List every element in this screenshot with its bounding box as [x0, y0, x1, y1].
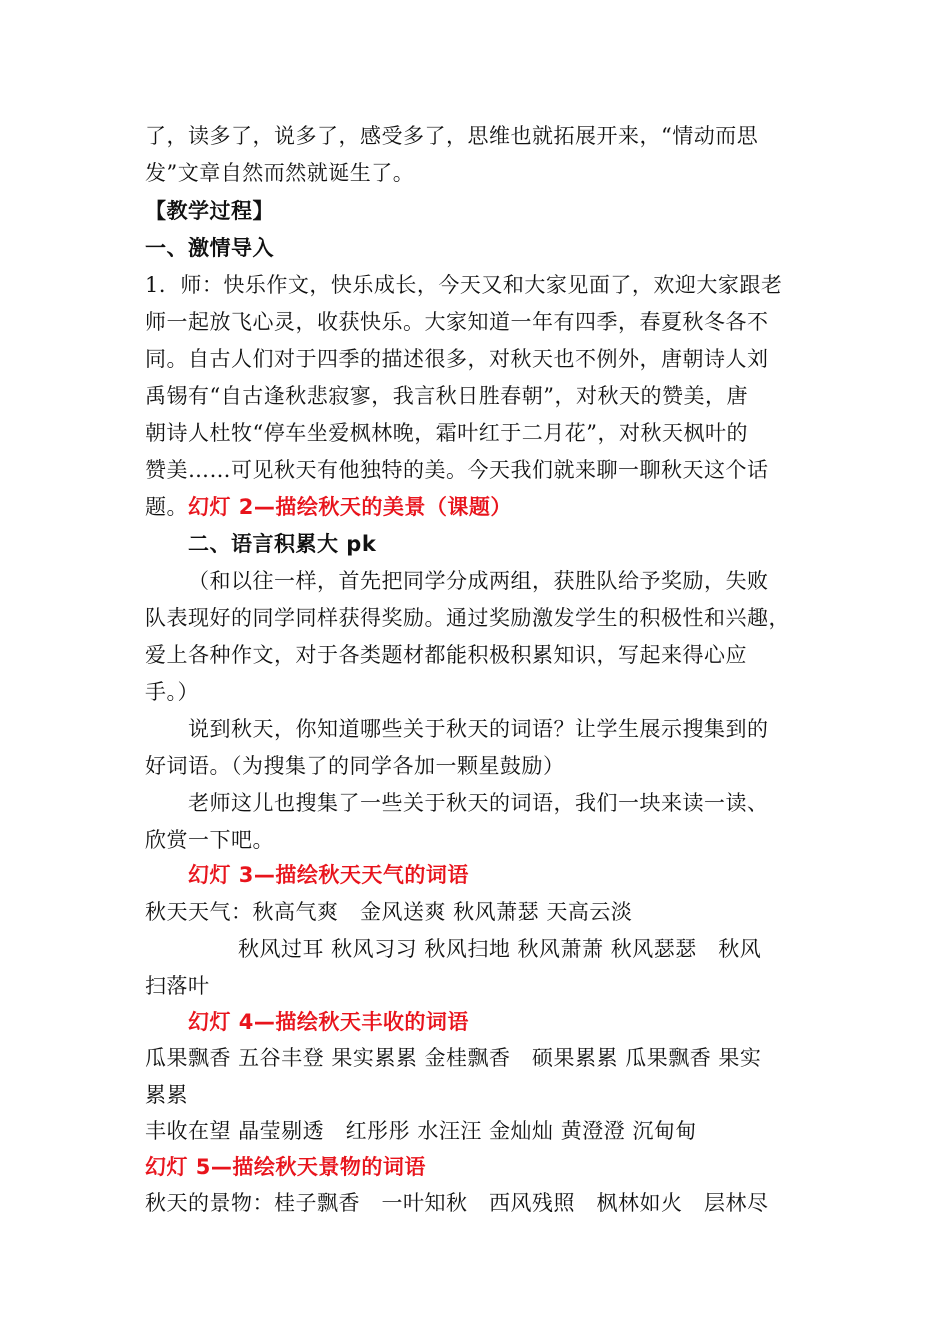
paragraph-line: 赞美……可见秋天有他独特的美。今天我们就来聊一聊秋天这个话 — [145, 458, 769, 482]
word-list-line: 秋天天气：秋高气爽 金风送爽 秋风萧瑟 天高云淡 — [145, 900, 633, 924]
paragraph-line: 朝诗人杜牧“停车坐爱枫林晚，霜叶红于二月花”，对秋天枫叶的 — [145, 421, 748, 445]
paragraph-line: （和以往一样，首先把同学分成两组，获胜队给予奖励，失败 — [188, 569, 769, 593]
paragraph-line: 师一起放飞心灵，收获快乐。大家知道一年有四季，春夏秋冬各不 — [145, 310, 769, 334]
paragraph-line: 手。） — [145, 680, 199, 704]
paragraph-line: 好词语。（为搜集了的同学各加一颗星鼓励） — [145, 754, 565, 778]
paragraph-line: 说到秋天，你知道哪些关于秋天的词语？让学生展示搜集到的 — [188, 717, 769, 741]
paragraph-line: 欣赏一下吧。 — [145, 828, 274, 852]
word-list-line: 累累 — [145, 1083, 188, 1107]
word-list-line: 丰收在望 晶莹剔透 红彤彤 水汪汪 金灿灿 黄澄澄 沉甸甸 — [145, 1119, 697, 1143]
word-list-line: 扫落叶 — [145, 974, 210, 998]
paragraph-line: 老师这儿也搜集了一些关于秋天的词语，我们一块来读一读、 — [188, 791, 769, 815]
section-heading-vocabulary-pk: 二、语言积累大 pk — [188, 532, 377, 556]
paragraph-line: 1．师：快乐作文，快乐成长，今天又和大家见面了，欢迎大家跟老 — [145, 273, 783, 297]
slide-label-4: 幻灯 4—描绘秋天丰收的词语 — [188, 1010, 469, 1034]
slide-label-3: 幻灯 3—描绘秋天天气的词语 — [188, 863, 469, 887]
word-list-line: 瓜果飘香 五谷丰登 果实累累 金桂飘香 硕果累累 瓜果飘香 果实 — [145, 1046, 762, 1070]
slide-label-5: 幻灯 5—描绘秋天景物的词语 — [145, 1155, 426, 1179]
paragraph-line: 队表现好的同学同样获得奖励。通过奖励激发学生的积极性和兴趣， — [145, 606, 790, 630]
section-heading-teaching-process: 【教学过程】 — [145, 199, 274, 223]
paragraph-line: 禹锡有“自古逢秋悲寂寥，我言秋日胜春朝”，对秋天的赞美，唐 — [145, 384, 748, 408]
paragraph-line: 发”文章自然而然就诞生了。 — [145, 161, 415, 185]
paragraph-line: 同。自古人们对于四季的描述很多，对秋天也不例外，唐朝诗人刘 — [145, 347, 769, 371]
slide-label-2: 幻灯 2—描绘秋天的美景（课题） — [188, 495, 512, 519]
paragraph-line: 爱上各种作文，对于各类题材都能积极积累知识，写起来得心应 — [145, 643, 747, 667]
section-heading-intro: 一、激情导入 — [145, 236, 274, 260]
paragraph-text: 题。 — [145, 495, 188, 519]
word-list-line: 秋天的景物：桂子飘香 一叶知秋 西风残照 枫林如火 层林尽 — [145, 1191, 769, 1215]
paragraph-line — [145, 492, 512, 522]
paragraph-line: 了，读多了，说多了，感受多了，思维也就拓展开来，“情动而思 — [145, 124, 759, 148]
word-list-line: 秋风过耳 秋风习习 秋风扫地 秋风萧萧 秋风瑟瑟 秋风 — [238, 937, 762, 961]
